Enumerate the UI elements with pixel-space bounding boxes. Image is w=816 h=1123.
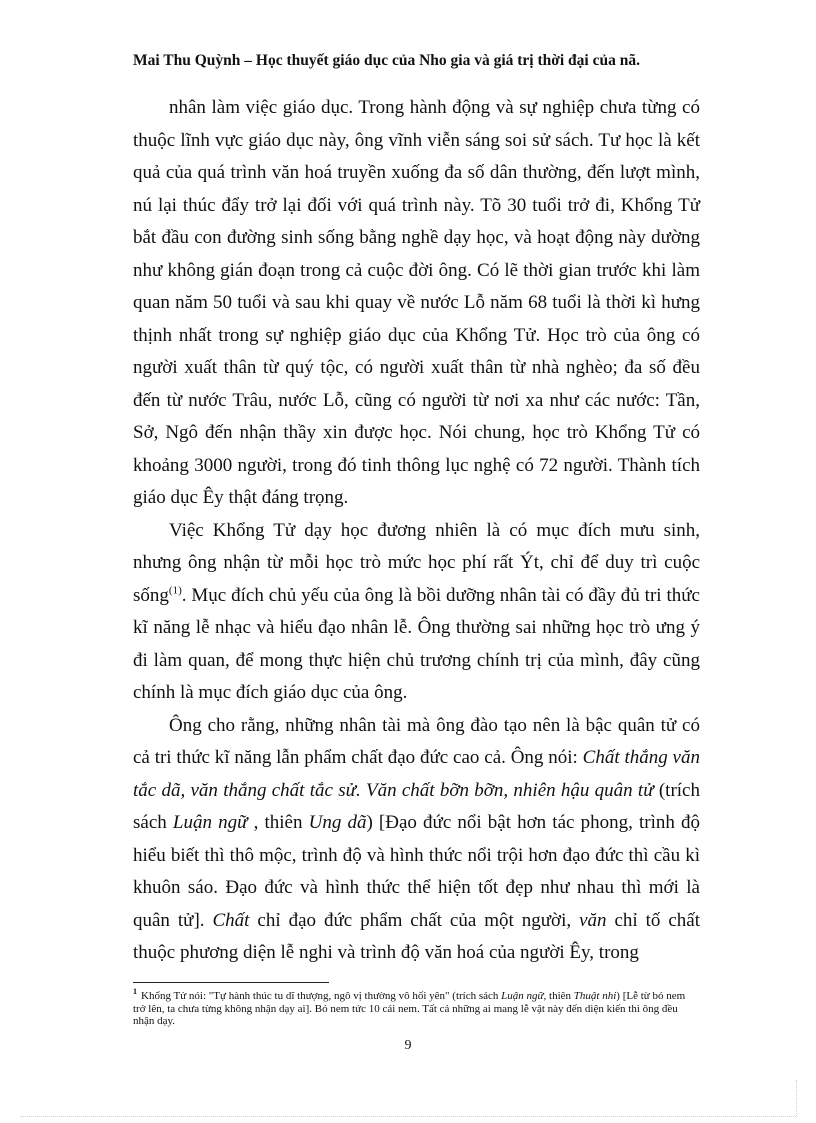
footnote-book-title: Luận ngữ [501, 990, 544, 1002]
footnote-seg-2: , thiên [543, 990, 574, 1002]
footnote-seg-1: Khổng Tử nói: "Tự hành thúc tu dĩ thượng, ngô vị thường vô hối yên" (trích sách [141, 990, 502, 1002]
paragraph-3-seg-1: Ông cho rằng, những nhân tài mà ông đào tạo nên là bậc quân tử có cả tri thức kĩ năng lẫn phẩm chất đạo đức cao cả. Ông nói: [133, 714, 700, 768]
body-text [133, 92, 700, 970]
page-border-right [796, 1080, 797, 1116]
paragraph-3-seg-3: , thiên [247, 812, 309, 833]
running-header: Mai Thu Quỳnh – Học thuyết giáo dục của Nho gia và giá trị thời đại của nã. [133, 52, 640, 69]
footnote-separator [133, 982, 329, 983]
paragraph-3-seg-5: chỉ đạo đức phẩm chất của một người, [249, 909, 580, 931]
paragraph-3-term-chat: Chất [212, 909, 250, 931]
paragraph-3 [133, 710, 700, 970]
paragraph-2-text-b: . Mục đích chủ yếu của ông là bồi dưỡng nhân tài có đầy đủ tri thức kĩ năng lễ nhạc và hiểu đạo nhân lễ. Ông thường sai những học trò ưng ý đi làm quan, để mong thực hiện chủ trương chính trị của mình, đây cũng chính là mục đích giáo dục của ông. [133, 584, 700, 703]
paragraph-3-seg-4: ) [Đạo đức nổi bật hơn tác phong, trình độ hiểu biết thì thô mộc, trình độ và hình thức nổi trội hơn đạo đức thì cầu kì khuôn sáo. Đạo đức và hình thức thể hiện tốt đẹp như nhau thì mới là quân tử]. [133, 812, 700, 931]
footnote-chapter-title: Thuật nhi [573, 990, 617, 1002]
paragraph-3-seg-2: (trích sách [133, 779, 700, 833]
footnote-seg-3: ) [Lễ từ bó nem trở lên, ta chưa từng không nhận dạy ai]. Bó nem tức 10 cái nem. Tất cả những ai mang lễ vật này đến diện kiến thì ông đều nhận dạy. [133, 990, 686, 1027]
paragraph-3-quote: Chất thắng văn tắc dã, văn thắng chất tắc sử. Văn chất bỡn bỡn, nhiên hậu quân tử [133, 747, 700, 801]
paragraph-3-book-title: Luận ngữ [172, 812, 248, 833]
page-border-bottom [20, 1116, 796, 1117]
page-number: 9 [404, 1038, 412, 1053]
footnote-mark: 1 [133, 987, 137, 997]
paragraph-2-text-a: Việc Khổng Tử dạy học đương nhiên là có mục đích mưu sinh, nhưng ông nhận từ mỗi học trò mức học phí rất Ýt, chỉ để duy trì cuộc sống [133, 519, 700, 606]
footnote-reference[interactable]: (1) [168, 584, 182, 597]
paragraph-3-term-van: văn [579, 909, 607, 931]
paragraph-3-chapter-title: Ung dã [308, 812, 367, 833]
paragraph-1: nhân làm việc giáo dục. Trong hành động và sự nghiệp chưa từng có thuộc lĩnh vực giáo dục này, ông vĩnh viễn sáng soi sử sách. Tư học là kết quả của quá trình văn hoá truyền xuống đa số dân thường, đến lượt mình, nú lại thúc đẩy trở lại đối với quá trình này. Tõ 30 tuổi trở đi, Khổng Tử bắt đầu con đường sinh sống bằng nghề dạy học, và hoạt động này dường như không gián đoạn trong cả cuộc đời ông. Có lẽ thời gian trước khi làm quan năm 50 tuổi và sau khi quay về nước Lỗ năm 68 tuổi là thời kì hưng thịnh nhất trong sự nghiệp giáo dục của Khổng Tử. Học trò của ông có người xuất thân từ quý tộc, có người xuất thân từ nhà nghèo; đa số đều đến từ nước Trâu, nước Lỗ, cũng có người từ nơi xa như các nước: Tần, Sở, Ngô đến nhận thầy xin được học. Nói chung, học trò Khổng Tử có khoảng 3000 người, trong đó tinh thông lục nghệ có 72 người. Thành tích giáo dục Êy thật đáng trọng. [133, 97, 700, 508]
paragraph-3-seg-6: chỉ tố chất thuộc phương diện lễ nghi và trình độ văn hoá của người Êy, trong [133, 909, 700, 963]
paragraph-2 [133, 515, 700, 710]
footnote [133, 987, 693, 1028]
